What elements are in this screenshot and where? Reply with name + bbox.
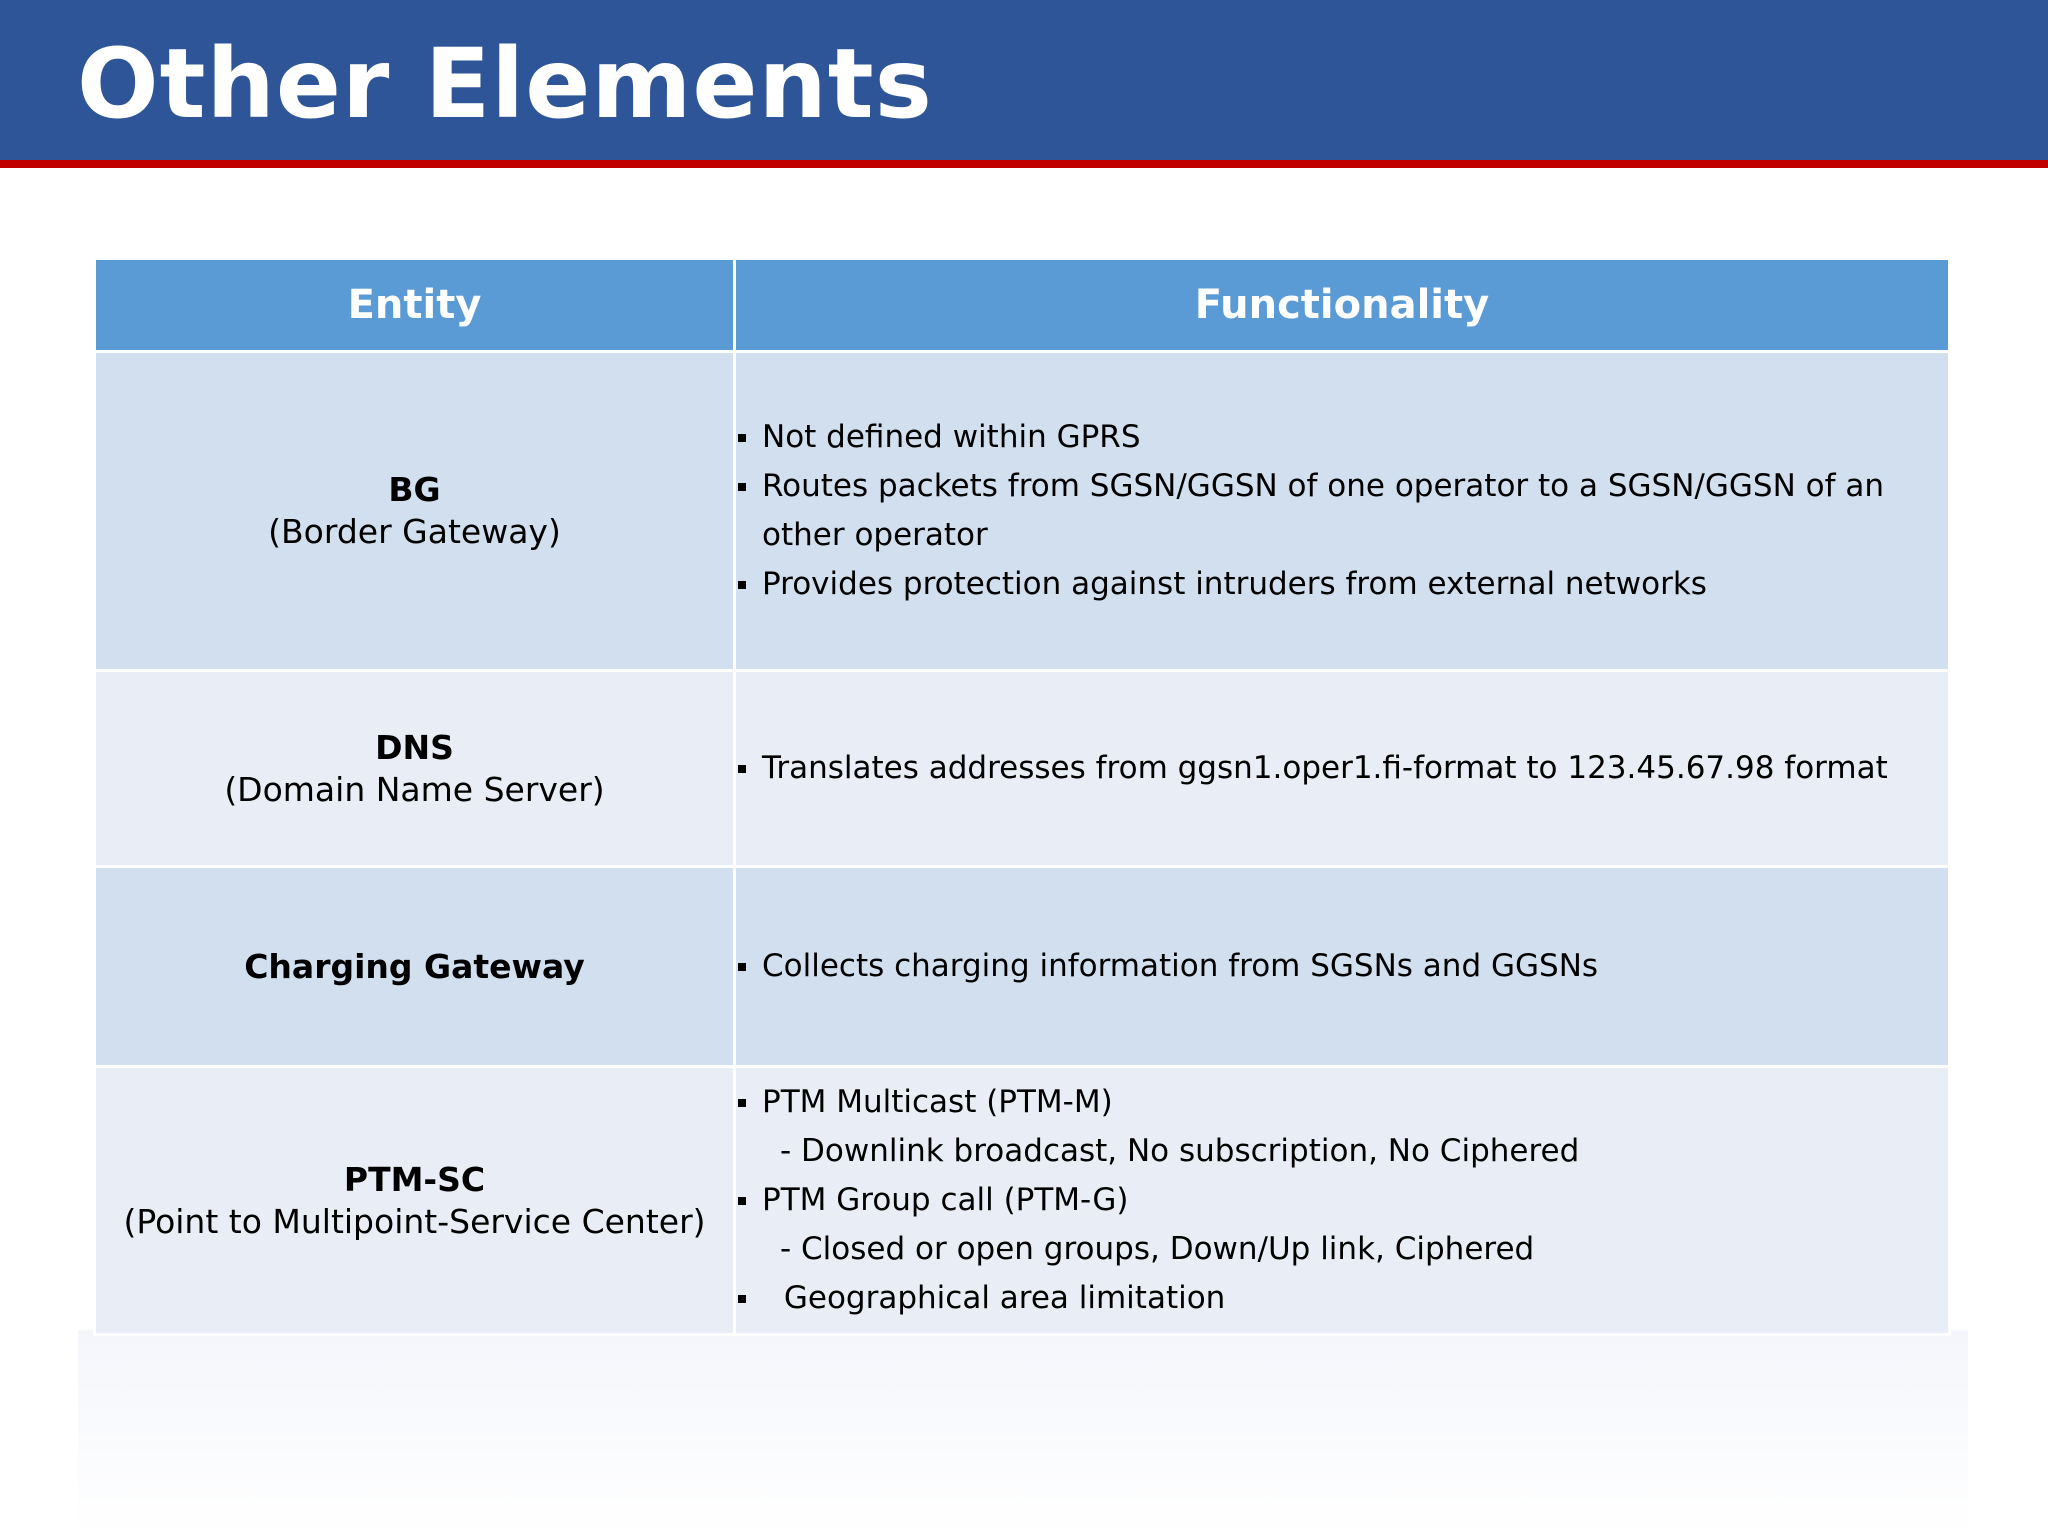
table-header-row	[95, 259, 1950, 352]
list-item: Provides protection against intruders from external networks	[736, 560, 1948, 609]
header-entity: Entity	[95, 259, 735, 352]
bullet-square-icon	[738, 483, 746, 491]
bullet-square-icon	[738, 1099, 746, 1107]
functionality-cell	[735, 1067, 1950, 1335]
entity-cell	[95, 867, 735, 1067]
bullet-square-icon	[738, 434, 746, 442]
entity-name: DNS	[375, 727, 454, 767]
entity-full-name: (Point to Multipoint-Service Center)	[123, 1201, 706, 1241]
entity-name: PTM-SC	[343, 1159, 486, 1199]
list-item: Translates addresses from ggsn1.oper1.fi-format to 123.45.67.98 format	[736, 744, 1948, 793]
entity-cell	[95, 352, 735, 671]
functionality-list	[736, 744, 1948, 793]
bullet-square-icon	[738, 765, 746, 773]
list-item: Collects charging information from SGSNs and GGSNs	[736, 942, 1948, 991]
table-row	[95, 671, 1950, 867]
bullet-square-icon	[738, 963, 746, 971]
functionality-list	[736, 942, 1948, 991]
slide-title: Other Elements	[77, 28, 933, 140]
bullet-square-icon	[738, 581, 746, 589]
functionality-list	[736, 413, 1948, 609]
entity-cell	[95, 671, 735, 867]
entity-table	[93, 257, 1951, 1336]
functionality-cell	[735, 352, 1950, 671]
list-item: Not defined within GPRS	[736, 413, 1948, 462]
table-row	[95, 352, 1950, 671]
list-item: PTM Multicast (PTM-M)	[736, 1078, 1948, 1127]
entity-full-name: (Domain Name Server)	[224, 769, 605, 809]
list-item: Geographical area limitation	[736, 1274, 1948, 1323]
entity-name: Charging Gateway	[244, 946, 585, 986]
functionality-list	[736, 1078, 1948, 1323]
title-rule	[0, 160, 2048, 168]
list-item: PTM Group call (PTM-G)	[736, 1176, 1948, 1225]
table-row	[95, 1067, 1950, 1335]
sub-list-item: - Downlink broadcast, No subscription, No Ciphered	[780, 1133, 1580, 1169]
header-functionality: Functionality	[735, 259, 1950, 352]
entity-full-name: (Border Gateway)	[268, 512, 561, 551]
list-item: Routes packets from SGSN/GGSN of one operator to a SGSN/GGSN of an other operator	[736, 462, 1948, 560]
functionality-cell	[735, 671, 1950, 867]
background-panel	[78, 1330, 1968, 1536]
entity-cell	[95, 1067, 735, 1335]
entity-name: BG	[388, 470, 441, 509]
bullet-square-icon	[738, 1197, 746, 1205]
sub-list-item: - Closed or open groups, Down/Up link, Ciphered	[780, 1231, 1535, 1267]
functionality-cell	[735, 867, 1950, 1067]
table-row	[95, 867, 1950, 1067]
bullet-square-icon	[738, 1295, 746, 1303]
